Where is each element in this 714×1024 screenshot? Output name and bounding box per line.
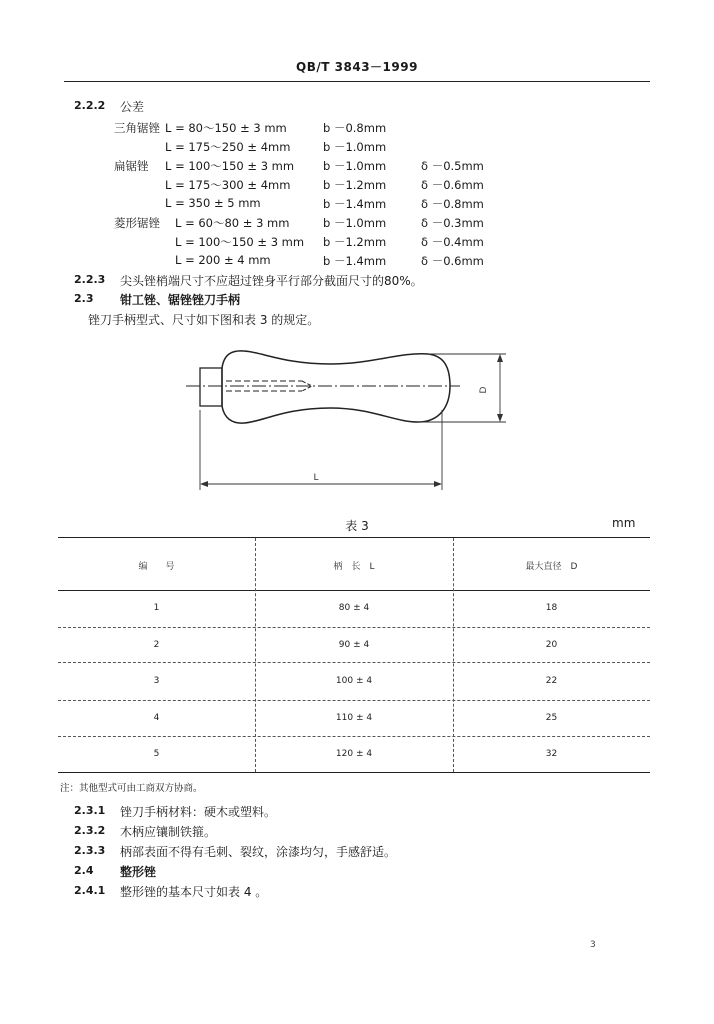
clause-223-text: 尖头锉梢端尺寸不应超过锉身平行部分截面尺寸的80%。 bbox=[120, 274, 423, 288]
tolerance-row-length: L = 175～250 ± 4mm bbox=[165, 140, 291, 154]
tolerance-row-length: L = 60～80 ± 3 mm bbox=[175, 216, 290, 230]
table-cell-diameter: 25 bbox=[545, 713, 558, 723]
dim-l-arrow-right bbox=[434, 481, 442, 487]
dim-d-arrow-bottom bbox=[497, 414, 503, 422]
tolerance-row-delta: δ －0.8mm bbox=[421, 197, 484, 211]
table-title: 表 3 bbox=[345, 519, 369, 533]
section-number: 2.3.3 bbox=[74, 844, 106, 857]
tolerance-row-b: b －1.2mm bbox=[323, 235, 387, 249]
tolerance-row-length: L = 175～300 ± 4mm bbox=[165, 178, 291, 192]
tolerance-row-b: b －1.0mm bbox=[323, 140, 387, 154]
header-rule bbox=[64, 81, 650, 82]
table-cell-number: 3 bbox=[153, 676, 160, 686]
tolerance-row-b: b －1.4mm bbox=[323, 254, 387, 268]
table-cell-diameter: 18 bbox=[545, 603, 558, 613]
table-header-cell: 最大直径 D bbox=[525, 562, 578, 572]
tolerance-row-length: L = 100～150 ± 3 mm bbox=[175, 235, 305, 249]
section-title-tolerance: 公差 bbox=[120, 100, 145, 114]
table-cell-length: 100 ± 4 bbox=[335, 676, 373, 686]
tolerance-row-length: L = 100～150 ± 3 mm bbox=[165, 159, 295, 173]
clause-text: 锉刀手柄材料：硬木或塑料。 bbox=[120, 805, 277, 819]
table-column-divider bbox=[255, 538, 256, 772]
table-header-rule bbox=[58, 590, 650, 591]
tolerance-row-delta: δ －0.4mm bbox=[421, 235, 484, 249]
table-top-rule bbox=[58, 537, 650, 538]
table-header-cell: 柄 长 L bbox=[333, 562, 375, 572]
table-cell-length: 90 ± 4 bbox=[338, 640, 370, 650]
section-number: 2.3.2 bbox=[74, 824, 106, 837]
table-bottom-rule bbox=[58, 772, 650, 773]
page-number: 3 bbox=[590, 940, 596, 950]
tolerance-row-delta: δ －0.6mm bbox=[421, 178, 484, 192]
intro-text: 锉刀手柄型式、尺寸如下图和表 3 的规定。 bbox=[88, 313, 320, 327]
table-row-divider bbox=[58, 662, 650, 663]
table-cell-length: 110 ± 4 bbox=[335, 713, 373, 723]
tolerance-row-length: L = 350 ± 5 mm bbox=[165, 196, 261, 210]
tolerance-row-b: b －1.0mm bbox=[323, 216, 387, 230]
ferrule bbox=[200, 368, 222, 406]
table-cell-number: 2 bbox=[153, 640, 160, 650]
clause-text: 柄部表面不得有毛刺、裂纹，涂漆均匀，手感舒适。 bbox=[120, 845, 397, 859]
section-number: 2.4.1 bbox=[74, 884, 106, 897]
table-row-divider bbox=[58, 627, 650, 628]
table-cell-diameter: 22 bbox=[545, 676, 558, 686]
table-cell-diameter: 20 bbox=[545, 640, 558, 650]
section-title-handle: 钳工锉、锯锉锉刀手柄 bbox=[120, 293, 241, 307]
standard-number: QB/T 3843－1999 bbox=[296, 60, 418, 74]
tolerance-row-b: b －0.8mm bbox=[323, 121, 387, 135]
table-unit: mm bbox=[612, 516, 636, 530]
table-cell-number: 5 bbox=[153, 749, 160, 759]
tolerance-row-delta: δ －0.5mm bbox=[421, 159, 484, 173]
section-number: 2.4 bbox=[74, 864, 94, 877]
table-column-divider bbox=[453, 538, 454, 772]
tolerance-row-delta: δ －0.3mm bbox=[421, 216, 484, 230]
tolerance-row-name: 三角锯锉 bbox=[114, 121, 160, 135]
tolerance-row-name: 扁锯锉 bbox=[114, 159, 149, 173]
table-cell-number: 4 bbox=[153, 713, 160, 723]
table-cell-length: 120 ± 4 bbox=[335, 749, 373, 759]
tolerance-row-b: b －1.2mm bbox=[323, 178, 387, 192]
tolerance-row-b: b －1.0mm bbox=[323, 159, 387, 173]
clause-text: 木柄应镶制铁箍。 bbox=[120, 825, 217, 839]
clause-text: 整形锉的基本尺寸如表 4 。 bbox=[120, 885, 268, 899]
table-cell-number: 1 bbox=[153, 603, 160, 613]
handle-body bbox=[222, 351, 450, 423]
table-row-divider bbox=[58, 736, 650, 737]
table-header-cell: 编 号 bbox=[138, 562, 175, 572]
dim-l-label: L bbox=[313, 473, 319, 483]
tolerance-row-name: 菱形锯锉 bbox=[114, 216, 160, 230]
tolerance-row-length: L = 200 ± 4 mm bbox=[175, 253, 271, 267]
table-cell-diameter: 32 bbox=[545, 749, 558, 759]
table-row-divider bbox=[58, 700, 650, 701]
section-number: 2.3.1 bbox=[74, 804, 106, 817]
dim-d-label: D bbox=[479, 386, 489, 394]
tolerance-row-delta: δ －0.6mm bbox=[421, 254, 484, 268]
dim-l-arrow-left bbox=[200, 481, 208, 487]
table-note: 注：其他型式可由工商双方协商。 bbox=[60, 783, 203, 794]
section-number-223: 2.2.3 bbox=[74, 273, 106, 286]
section-number-222: 2.2.2 bbox=[74, 99, 106, 112]
table-cell-length: 80 ± 4 bbox=[338, 603, 370, 613]
file-handle-diagram bbox=[0, 340, 714, 500]
section-title: 整形锉 bbox=[120, 865, 157, 879]
tolerance-row-b: b －1.4mm bbox=[323, 197, 387, 211]
tolerance-row-length: L = 80～150 ± 3 mm bbox=[165, 121, 287, 135]
section-number-23: 2.3 bbox=[74, 292, 94, 305]
dim-d-arrow-top bbox=[497, 354, 503, 362]
